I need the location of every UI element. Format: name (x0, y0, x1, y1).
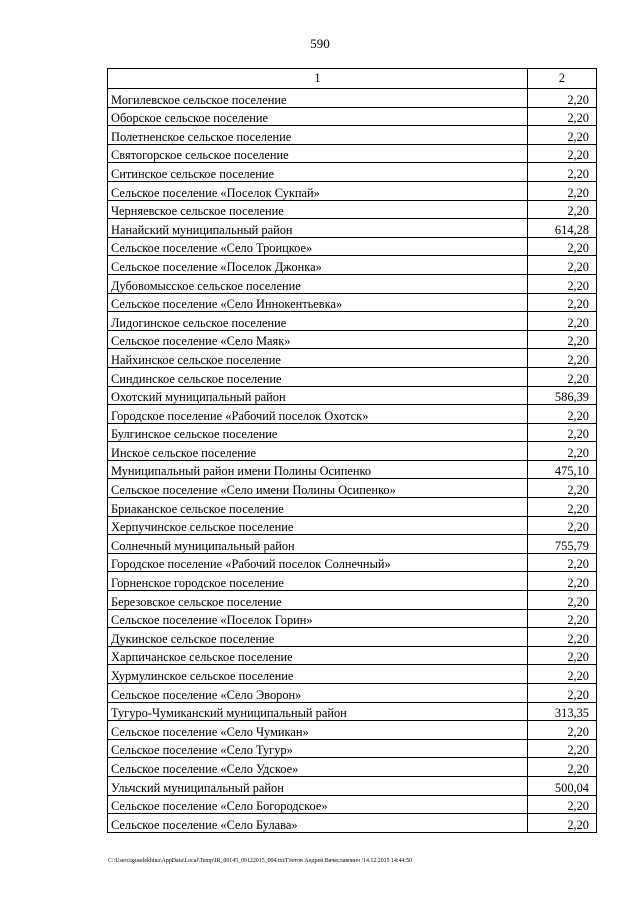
row-value-cell: 2,20 (528, 739, 597, 758)
table-row (108, 423, 597, 442)
row-name-cell: Сельское поселение «Село Чумикан» (108, 721, 528, 740)
column-header-name: 1 (108, 69, 528, 89)
row-value-cell: 2,20 (528, 646, 597, 665)
row-name-cell: Херпучинское сельское поселение (108, 516, 528, 535)
row-name-cell: Булгинское сельское поселение (108, 423, 528, 442)
table-row (108, 386, 597, 405)
row-name-cell: Хурмулинское сельское поселение (108, 665, 528, 684)
row-name-cell: Горненское городское поселение (108, 572, 528, 591)
row-name-cell: Сельское поселение «Поселок Сукпай» (108, 181, 528, 200)
table-row (108, 349, 597, 368)
row-value-cell: 2,20 (528, 442, 597, 461)
row-value-cell: 2,20 (528, 181, 597, 200)
row-name-cell: Инское сельское поселение (108, 442, 528, 461)
row-name-cell: Тугуро-Чумиканский муниципальный район (108, 702, 528, 721)
table-row (108, 312, 597, 331)
table-row (108, 293, 597, 312)
table-row (108, 721, 597, 740)
table-row (108, 702, 597, 721)
row-name-cell: Городское поселение «Рабочий поселок Солнечный» (108, 553, 528, 572)
row-name-cell: Сельское поселение «Село Эворон» (108, 684, 528, 703)
row-name-cell: Нанайский муниципальный район (108, 219, 528, 238)
row-value-cell: 2,20 (528, 312, 597, 331)
table-row (108, 776, 597, 795)
row-value-cell: 2,20 (528, 200, 597, 219)
row-value-cell: 2,20 (528, 628, 597, 647)
row-value-cell: 2,20 (528, 274, 597, 293)
row-name-cell: Полетненское сельское поселение (108, 126, 528, 145)
row-value-cell: 2,20 (528, 665, 597, 684)
row-value-cell: 475,10 (528, 460, 597, 479)
row-value-cell: 313,35 (528, 702, 597, 721)
row-name-cell: Муниципальный район имени Полины Осипенко (108, 460, 528, 479)
row-value-cell: 2,20 (528, 516, 597, 535)
row-name-cell: Бриаканское сельское поселение (108, 498, 528, 517)
row-name-cell: Сельское поселение «Село Троицкое» (108, 237, 528, 256)
footer-file-path: C:\Users\iguselekhina\AppData\Local\Temp\IR_00145_09122015_004.txt/Глотов Андрей Вячеславович /14.12.2015 14:44:50 (108, 858, 412, 864)
row-name-cell: Могилевское сельское поселение (108, 89, 528, 108)
row-name-cell: Харпичанское сельское поселение (108, 646, 528, 665)
row-value-cell: 500,04 (528, 776, 597, 795)
row-name-cell: Сельское поселение «Село Маяк» (108, 330, 528, 349)
table-row (108, 126, 597, 145)
row-name-cell: Солнечный муниципальный район (108, 535, 528, 554)
row-name-cell: Березовское сельское поселение (108, 591, 528, 610)
row-value-cell: 2,20 (528, 237, 597, 256)
row-name-cell: Охотский муниципальный район (108, 386, 528, 405)
table-row (108, 405, 597, 424)
row-name-cell: Дукинское сельское поселение (108, 628, 528, 647)
table-row (108, 609, 597, 628)
row-value-cell: 2,20 (528, 758, 597, 777)
row-name-cell: Черняевское сельское поселение (108, 200, 528, 219)
table-row (108, 758, 597, 777)
row-name-cell: Дубовомысское сельское поселение (108, 274, 528, 293)
table-row (108, 181, 597, 200)
table-row (108, 479, 597, 498)
column-header-value: 2 (528, 69, 597, 89)
row-value-cell: 2,20 (528, 609, 597, 628)
row-name-cell: Ситинское сельское поселение (108, 163, 528, 182)
row-value-cell: 2,20 (528, 498, 597, 517)
table-row (108, 572, 597, 591)
row-name-cell: Сельское поселение «Село Удское» (108, 758, 528, 777)
row-name-cell: Сельское поселение «Поселок Джонка» (108, 256, 528, 275)
table-header-row (108, 69, 597, 89)
table-row (108, 684, 597, 703)
table-row (108, 163, 597, 182)
table-row (108, 219, 597, 238)
table-row (108, 646, 597, 665)
row-name-cell: Сельское поселение «Село Булава» (108, 814, 528, 833)
row-name-cell: Найхинское сельское поселение (108, 349, 528, 368)
row-value-cell: 2,20 (528, 591, 597, 610)
table-row (108, 739, 597, 758)
row-value-cell: 2,20 (528, 367, 597, 386)
table-body (108, 69, 597, 833)
table-row (108, 330, 597, 349)
table-row (108, 237, 597, 256)
row-value-cell: 2,20 (528, 684, 597, 703)
table-row (108, 498, 597, 517)
row-name-cell: Лидогинское сельское поселение (108, 312, 528, 331)
row-name-cell: Сельское поселение «Село имени Полины Осипенко» (108, 479, 528, 498)
table-row (108, 442, 597, 461)
table-row (108, 553, 597, 572)
row-name-cell: Синдинское сельское поселение (108, 367, 528, 386)
row-value-cell: 755,79 (528, 535, 597, 554)
row-value-cell: 614,28 (528, 219, 597, 238)
page-number: 590 (310, 36, 330, 51)
row-name-cell: Святогорское сельское поселение (108, 144, 528, 163)
row-name-cell: Сельское поселение «Поселок Горин» (108, 609, 528, 628)
row-name-cell: Городское поселение «Рабочий поселок Охотск» (108, 405, 528, 424)
row-name-cell: Сельское поселение «Село Богородское» (108, 795, 528, 814)
table-row (108, 144, 597, 163)
row-value-cell: 2,20 (528, 814, 597, 833)
row-value-cell: 2,20 (528, 721, 597, 740)
row-name-cell: Сельское поселение «Село Тугур» (108, 739, 528, 758)
row-value-cell: 2,20 (528, 479, 597, 498)
table-row (108, 591, 597, 610)
row-value-cell: 2,20 (528, 163, 597, 182)
table-row (108, 107, 597, 126)
row-value-cell: 2,20 (528, 144, 597, 163)
row-value-cell: 2,20 (528, 795, 597, 814)
row-value-cell: 2,20 (528, 107, 597, 126)
table-row (108, 535, 597, 554)
table-row (108, 460, 597, 479)
row-value-cell: 2,20 (528, 553, 597, 572)
row-value-cell: 2,20 (528, 293, 597, 312)
row-value-cell: 2,20 (528, 423, 597, 442)
row-name-cell: Сельское поселение «Село Иннокентьевка» (108, 293, 528, 312)
row-name-cell: Оборское сельское поселение (108, 107, 528, 126)
table-row (108, 200, 597, 219)
row-value-cell: 2,20 (528, 349, 597, 368)
row-value-cell: 2,20 (528, 330, 597, 349)
row-value-cell: 586,39 (528, 386, 597, 405)
row-value-cell: 2,20 (528, 126, 597, 145)
row-name-cell: Ульчский муниципальный район (108, 776, 528, 795)
table-row (108, 795, 597, 814)
row-value-cell: 2,20 (528, 405, 597, 424)
table-row (108, 89, 597, 108)
row-value-cell: 2,20 (528, 89, 597, 108)
table-row (108, 516, 597, 535)
table-row (108, 256, 597, 275)
table-row (108, 628, 597, 647)
table-row (108, 665, 597, 684)
row-value-cell: 2,20 (528, 572, 597, 591)
row-value-cell: 2,20 (528, 256, 597, 275)
table-row (108, 367, 597, 386)
table-row (108, 814, 597, 833)
table-row (108, 274, 597, 293)
data-table (107, 68, 597, 833)
